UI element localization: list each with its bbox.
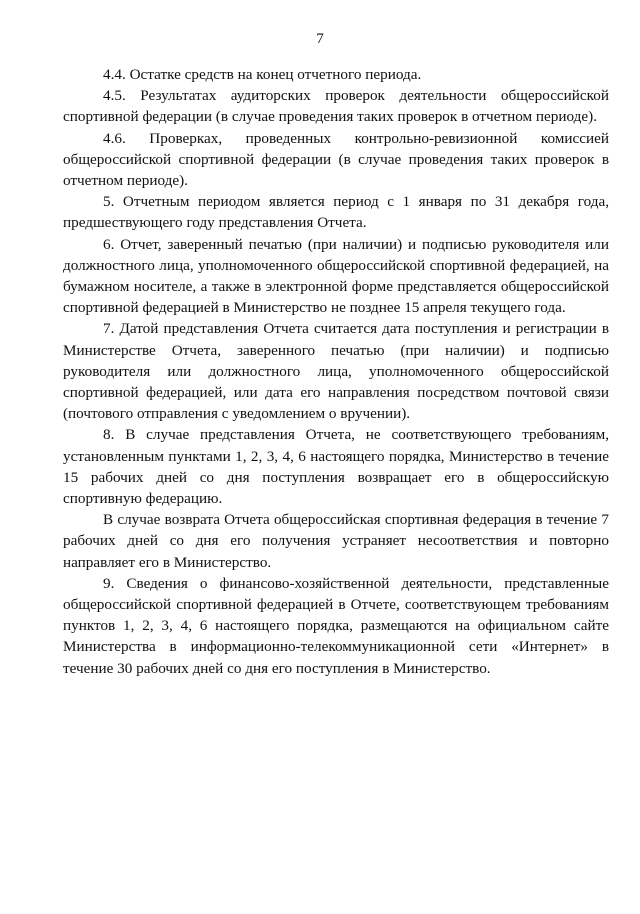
paragraph-4-4: 4.4. Остатке средств на конец отчетного периода. xyxy=(103,66,422,83)
paragraph-8-continuation: В случае возврата Отчета общероссийская спортивная федерация в течение 7 рабочих дней со дня его получения устраняет несоответствия и повторно направляет его в Министерство. xyxy=(63,511,609,571)
paragraph-4-5: 4.5. Результатах аудиторских проверок деятельности общероссийской спортивной федерации (в случае проведения таких проверок в отчетном периоде). xyxy=(63,87,609,126)
document-body xyxy=(63,64,609,679)
paragraph-4-6: 4.6. Проверках, проведенных контрольно-ревизионной комиссией общероссийской спортивной федерации (в случае проведения таких проверок в отчетном периоде). xyxy=(63,129,609,190)
paragraph-8: 8. В случае представления Отчета, не соответствующего требованиям, установленным пунктами 1, 2, 3, 4, 6 настоящего порядка, Министерство в течение 15 рабочих дней со дня поступления возвращает его в общероссийскую спортивную федерацию. xyxy=(63,426,609,508)
paragraph-7: 7. Датой представления Отчета считается дата поступления и регистрации в Министерстве Отчета, заверенного печатью (при наличии) и подписью руководителя или должностного лица, уполномоченного общероссийской спортивной федерацией, или дата его направления посредством почтовой связи (почтового отправления с уведомлением о вручении). xyxy=(63,320,609,423)
page-number: 7 xyxy=(316,31,324,47)
paragraph-9: 9. Сведения о финансово-хозяйственной деятельности, представленные общероссийской спортивной федерацией в Отчете, соответствующем требованиям пунктов 1, 2, 3, 4, 6 настоящего порядка, размещаются на официальном сайте Министерства в информационно-телекоммуникационной сети «Интернет» в течение 30 рабочих дней со дня его поступления в Министерство. xyxy=(63,574,609,677)
paragraph-5: 5. Отчетным периодом является период с 1 января по 31 декабря года, предшествующего году представления Отчета. xyxy=(63,193,609,232)
paragraph-6: 6. Отчет, заверенный печатью (при наличии) и подписью руководителя или должностного лица, уполномоченного общероссийской спортивной федерацией, на бумажном носителе, а также в электронной форме представляется общероссийской спортивной федерацией в Министерство не позднее 15 апреля текущего года. xyxy=(63,235,609,317)
